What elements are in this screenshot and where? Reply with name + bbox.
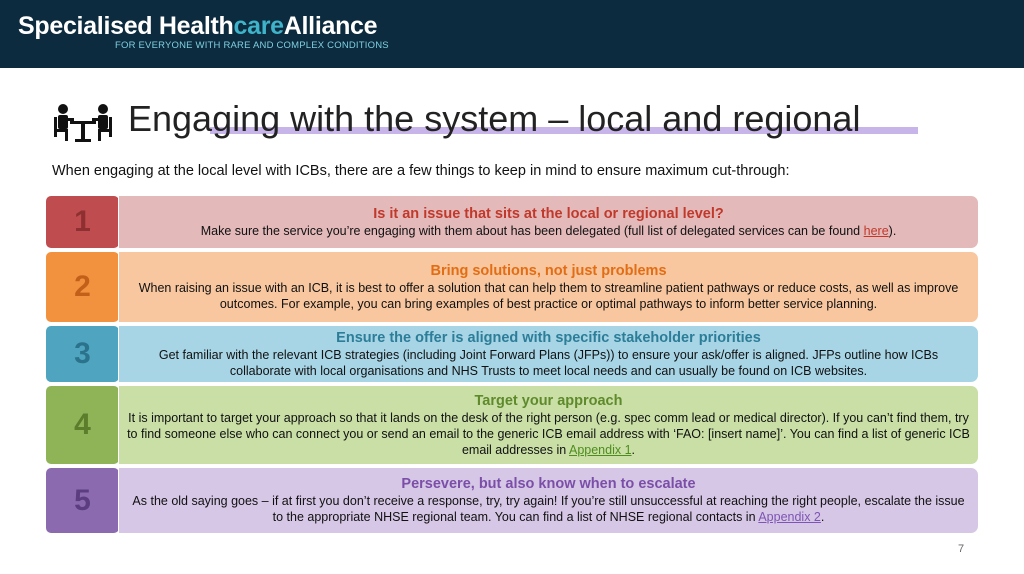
item-heading: Is it an issue that sits at the local or regional level? — [373, 205, 724, 222]
item-text-part: Make sure the service you’re engaging with them about has been delegated (full list of delegated services can be found — [200, 223, 864, 238]
item-text: Get familiar with the relevant ICB strategies (including Joint Forward Plans (JFPs)) to ensure your ask/offer is aligned. JFPs outline how ICBs collaborate with local organisations and NHS Trusts to meet local needs and can usually be found on ICB websites. — [158, 347, 939, 378]
item-text — [201, 223, 897, 239]
item-heading: Persevere, but also know when to escalate — [401, 476, 696, 492]
list-item — [45, 325, 979, 383]
meeting-people-icon — [52, 103, 114, 143]
list-item — [45, 467, 979, 534]
item-number: 4 — [45, 385, 120, 465]
item-text-part: It is important to target your approach so that it lands on the desk of the right person (e.g. spec comm lead or medical director). If you can’t find them, try to find someone else who can connect you or send an email to the generic ICB email address with ‘FAO: [insert name]’. You can find a list of generic ICB email addresses in — [127, 410, 970, 457]
intro-text: When engaging at the local level with ICBs, there are a few things to keep in mind to ensure maximum cut-through: — [52, 163, 790, 179]
page-number: 7 — [958, 543, 965, 555]
item-number: 2 — [45, 251, 120, 323]
brand-text-3: Alliance — [283, 12, 378, 40]
item-heading: Ensure the offer is aligned with specific stakeholder priorities — [336, 329, 761, 346]
appendix-2-link[interactable]: Appendix 2 — [758, 510, 821, 524]
item-body — [118, 467, 979, 534]
item-text — [127, 493, 970, 525]
item-text — [127, 410, 970, 458]
item-text-end: . — [631, 442, 636, 457]
item-text: When raising an issue with an ICB, it is best to offer a solution that can help them to streamline patient pathways or reduce costs, as well as improve outcomes. For example, you can bring examples of best practice or optimal pathways to inform better service planning. — [138, 280, 959, 311]
list-item — [45, 195, 979, 249]
brand-text-1: Specialised Health — [18, 12, 234, 40]
appendix-1-link[interactable]: Appendix 1 — [568, 442, 632, 457]
item-body — [118, 325, 979, 383]
item-text-end: ). — [888, 223, 897, 238]
list-item — [45, 251, 979, 323]
page-title: Engaging with the system – local and regional — [128, 98, 861, 139]
item-body — [118, 251, 979, 323]
item-heading: Target your approach — [474, 392, 623, 409]
item-number: 5 — [45, 467, 120, 534]
brand-text-2: care — [233, 12, 284, 40]
item-heading: Bring solutions, not just problems — [430, 262, 667, 279]
brand-tagline: FOR EVERYONE WITH RARE AND COMPLEX CONDITIONS — [115, 40, 389, 51]
list-item — [45, 385, 979, 465]
item-number: 3 — [45, 325, 120, 383]
brand-logo — [18, 12, 377, 41]
here-link[interactable]: here — [863, 223, 889, 238]
item-number: 1 — [45, 195, 120, 249]
header-bar — [0, 0, 1024, 68]
item-body — [118, 195, 979, 249]
item-text-part: As the old saying goes – if at first you don’t receive a response, try, try again! If you’re still unsuccessful at reaching the right people, escalate the issue to the appropriate NHSE regional team. You can find a list of NHSE regional contacts in — [132, 494, 965, 524]
item-text-end: . — [820, 510, 825, 524]
item-body — [118, 385, 979, 465]
